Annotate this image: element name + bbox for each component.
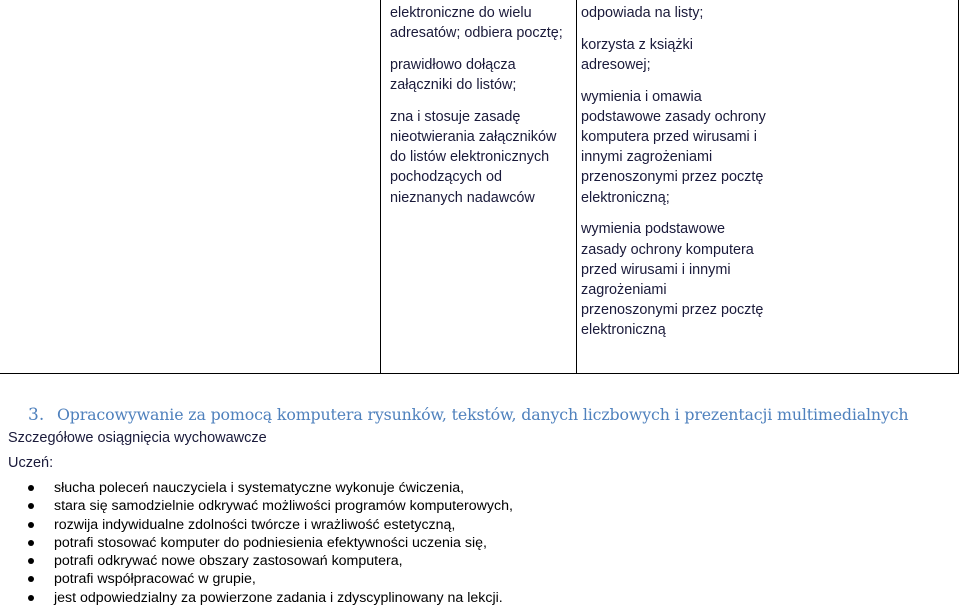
list-item-text: potrafi współpracować w grupie, <box>54 571 256 588</box>
list-item-text: potrafi stosować komputer do podniesienia efektywności uczenia się, <box>54 534 487 551</box>
section-title: Opracowywanie za pomocą komputera rysunków, tekstów, danych liczbowych i prezentacji multimedialnych <box>57 405 909 424</box>
list-item <box>0 516 960 534</box>
list-item-text: potrafi odkrywać nowe obszary zastosowań komputera, <box>54 553 403 570</box>
list-item <box>0 552 960 570</box>
list-item <box>0 570 960 588</box>
cell-paragraph: wymienia i omawia podstawowe zasady ochrony komputera przed wirusami i innymi zagrożeniami przenoszonymi przez pocztę elektroniczną; <box>581 88 766 206</box>
list-item-text: jest odpowiedzialny za powierzone zadania i zdyscyplinowany na lekcji. <box>54 589 503 606</box>
section-number: 3. <box>28 405 45 425</box>
list-item <box>0 479 960 497</box>
list-item <box>0 534 960 552</box>
cell-paragraph: elektroniczne do wielu adresatów; odbiera pocztę; <box>390 5 563 42</box>
table-border-right <box>958 0 959 374</box>
list-item-text: rozwija indywidualne zdolności twórcze i wrażliwość estetyczną, <box>54 516 456 533</box>
list-item <box>0 589 960 607</box>
cell-paragraph: prawidłowo dołącza załączniki do listów; <box>390 56 517 94</box>
table-border-bottom <box>0 373 959 374</box>
bullet-icon <box>28 540 34 546</box>
list-item-text: słucha poleceń nauczyciela i systematyczne wykonuje ćwiczenia, <box>54 480 465 496</box>
student-label: Uczeń: <box>8 455 54 471</box>
bullet-icon <box>28 595 34 601</box>
cell-paragraph: korzysta z książki adresowej; <box>581 36 693 73</box>
table-cell-col1 <box>390 3 572 219</box>
table-cell-col2 <box>581 3 766 352</box>
bullet-icon <box>28 558 34 564</box>
list-item <box>0 497 960 515</box>
bullet-icon <box>28 522 34 528</box>
bullet-icon <box>28 576 34 582</box>
section-subtitle: Szczegółowe osiągnięcia wychowawcze <box>8 430 267 446</box>
cell-paragraph: wymienia podstawowe zasady ochrony komputera przed wirusami i innymi zagrożeniami przenoszonymi przez pocztę elektroniczną <box>581 221 764 339</box>
cell-paragraph: zna i stosuje zasadę nieotwierania załączników do listów elektronicznych pochodzących od nieznanych nadawców <box>390 108 557 206</box>
bullet-list <box>0 479 960 607</box>
list-item-text: stara się samodzielnie odkrywać możliwości programów komputerowych, <box>54 498 513 515</box>
bullet-icon <box>28 485 34 491</box>
table-border-middle <box>576 0 577 374</box>
bullet-icon <box>28 503 34 509</box>
table-border-left <box>380 0 381 374</box>
cell-paragraph: odpowiada na listy; <box>581 5 704 21</box>
